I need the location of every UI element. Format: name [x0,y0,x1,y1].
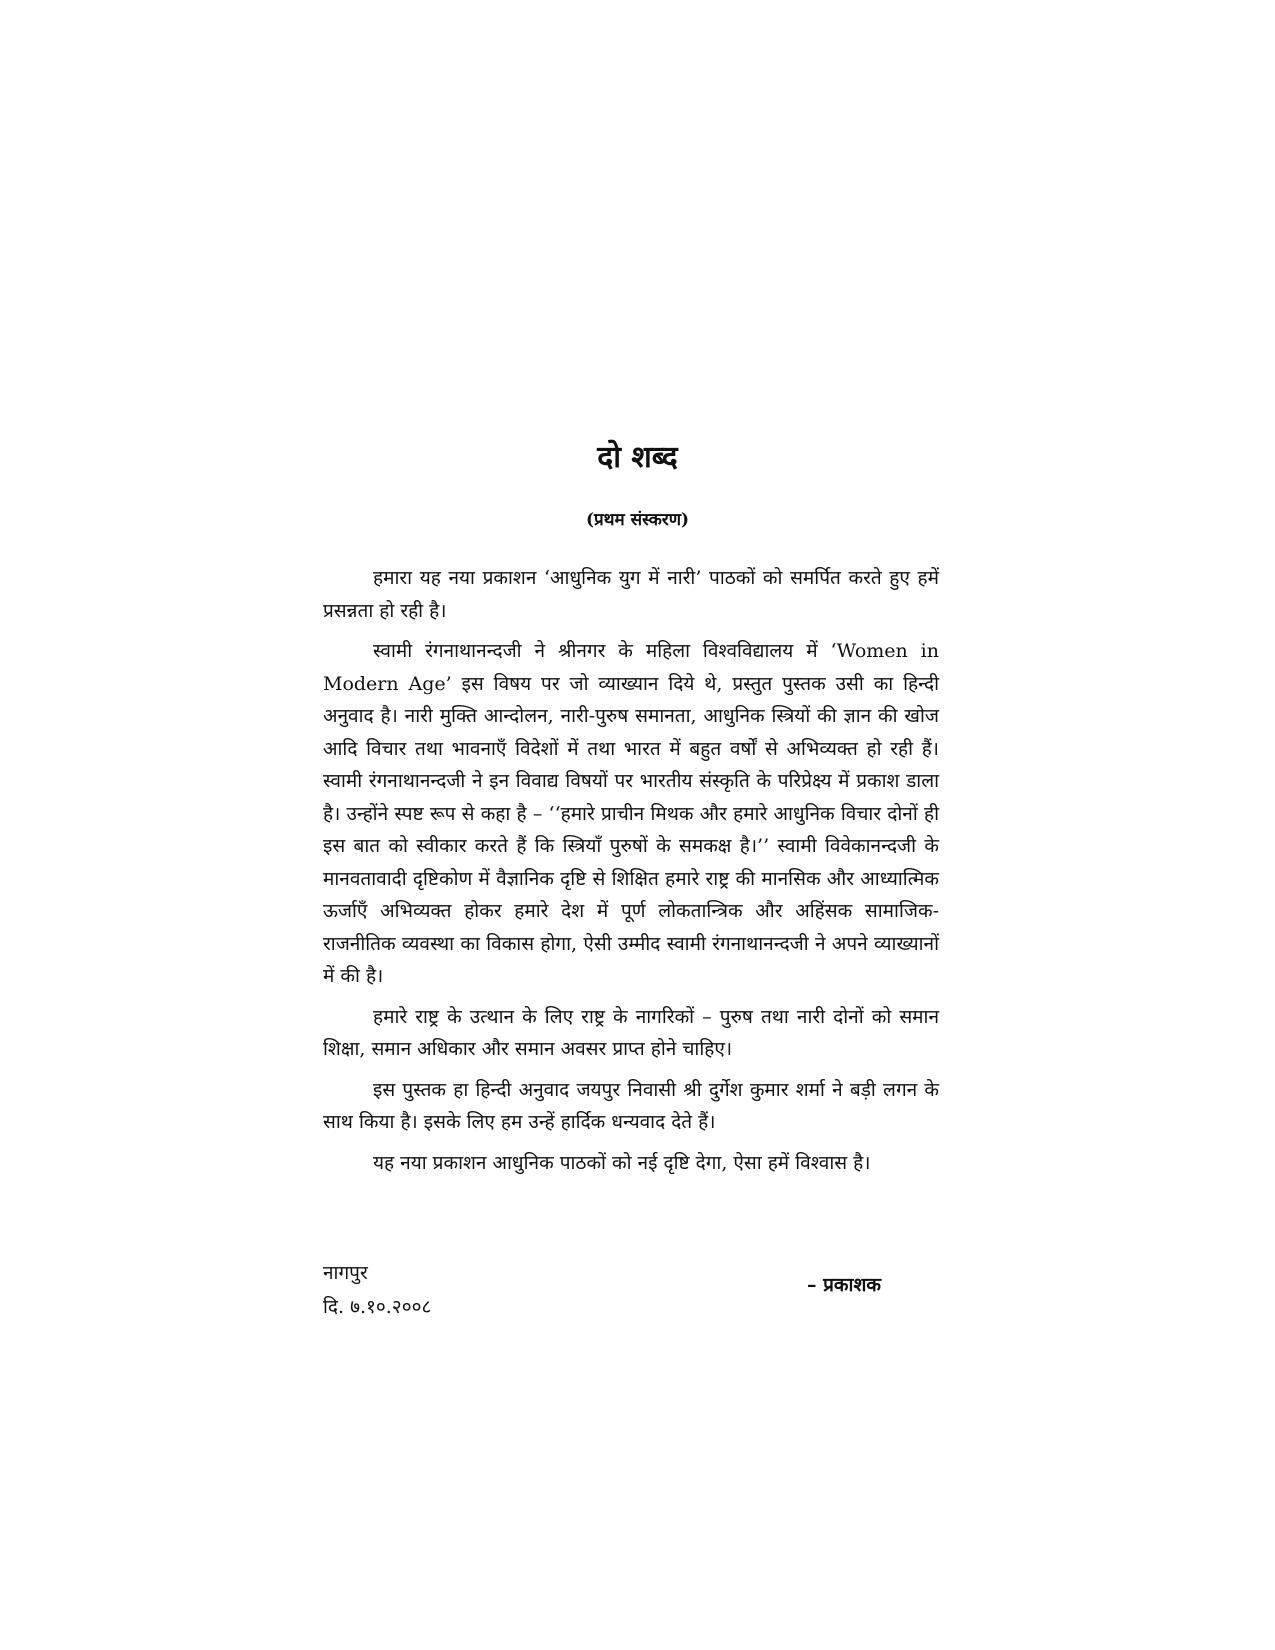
place-line: नागपुर [323,1262,368,1284]
publisher-signature: – प्रकाशक [807,1274,881,1296]
paragraph-4: इस पुस्तक हा हिन्दी अनुवाद जयपुर निवासी श्री दुर्गेश कुमार शर्मा ने बड़ी लगन के साथ किया है। इसके लिए हम उन्हें हार्दिक धन्यवाद देते हैं। [323,1078,939,1133]
paragraph-3: हमारे राष्ट्र के उत्थान के लिए राष्ट्र के नागरिकों – पुरुष तथा नारी दोनों को समान शिक्षा, समान अधिकार और समान अवसर प्राप्त होने चाहिए। [323,1005,939,1060]
paragraph-1: हमारा यह नया प्रकाशन ‘आधुनिक युग में नारी’ पाठकों को समर्पित करते हुए हमें प्रसन्नता हो रही है। [323,567,939,622]
paragraph-2: स्वामी रंगनाथानन्दजी ने श्रीनगर के महिला विश्वविद्यालय में ‘Women in Modern Age’ इस विषय पर जो व्याख्यान दिये थे, प्रस्तुत पुस्तक उसी का हिन्दी अनुवाद है। नारी मुक्ति आन्दोलन, नारी-पुरुष समानता, आधुनिक स्त्रियों की ज्ञान की खोज आदि विचार तथा भावनाएँ विदेशों में तथा भारत में बहुत वर्षों से अभिव्यक्त हो रही हैं। स्वामी रंगनाथानन्दजी ने इन विवाद्य विषयों पर भारतीय संस्कृति के परिप्रेक्ष्य में प्रकाश डाला है। उन्होंने स्पष्ट रूप से कहा है – ‘‘हमारे प्राचीन मिथक और हमारे आधुनिक विचार दोनों ही इस बात को स्वीकार करते हैं कि स्त्रियाँ पुरुषों के समकक्ष है।’’ स्वामी विवेकानन्दजी के मानवतावादी दृष्टिकोण में वैज्ञानिक दृष्टि से शिक्षित हमारे राष्ट्र की मानसिक और आध्यात्मिक ऊर्जाएँ अभिव्यक्त होकर हमारे देश में पूर्ण लोकतान्त्रिक और अहिंसक सामाजिक-राजनीतिक व्यवस्था का विकास होगा, ऐसी उम्मीद स्वामी रंगनाथानन्दजी ने अपने व्याख्यानों में की है। [323,640,939,987]
body-text [323,562,939,1187]
paragraph-5: यह नया प्रकाशन आधुनिक पाठकों को नई दृष्टि देगा, ऐसा हमें विश्वास है। [373,1151,871,1174]
page-title: दो शब्द [597,440,678,475]
date-line: दि. ७.१०.२००८ [323,1296,432,1318]
edition-subtitle: (प्रथम संस्करण) [585,510,690,530]
